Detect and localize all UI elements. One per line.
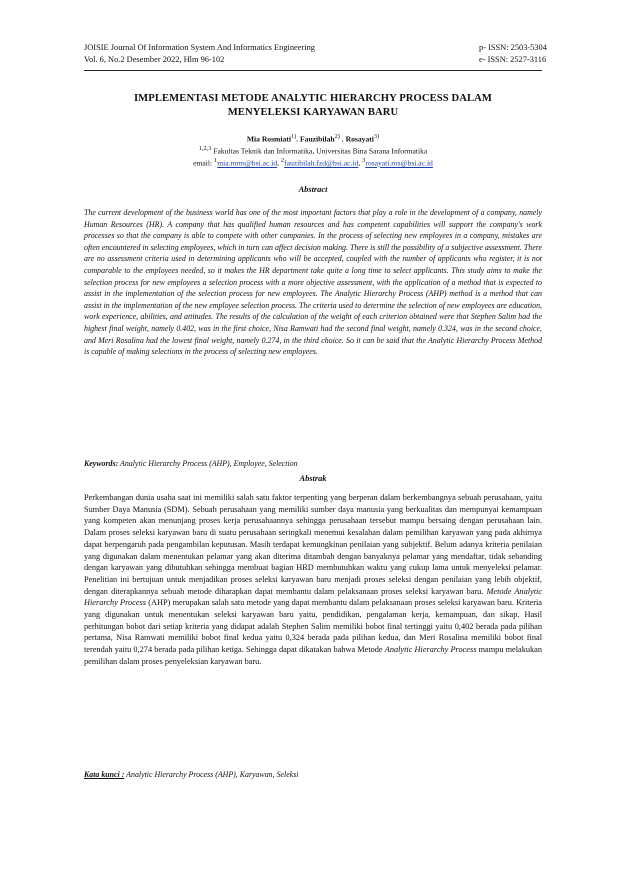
abstrak-text bbox=[84, 492, 542, 668]
email-3-link[interactable]: rosayati.ros@bsi.ac.id bbox=[365, 158, 433, 168]
email-label: email: bbox=[193, 158, 215, 168]
abstrak-part-1: Perkembangan dunia usaha saat ini memiliki salah satu faktor terpenting yang berperan dalam berkembangnya sebuah perusahaan, yaitu Sumber Daya Manusia (SDM). Sebuah perusahaan yang memiliki sumber daya manusia yang berkualitas dan mempunyai kemampuan yang kompeten akan menunjang proses kerja perusahaannya sehingga perusahaan tersebut mampu bersaing dengan perusahaan lain. Dalam proses seleksi karyawan baru di suatu perusahaan seringkali menemui kesalahan dalam pemilihan karyawan yang pada akhirnya dapat berpengaruh pada pengambilan keputusan. Masih terdapat kemungkinan penilaian yang subjektif. Belum adanya kriteria penilaian yang digunakan dalam menentukan pelamar yang akan diterima ditambah dengan banyaknya pelamar yang mendaftar, tidak sebanding dengan karyawan yang dibutuhkan sehingga membuat bagian HRD membutuhkan waktu yang cukup lama untuk menyeleksi pelamar. Penelitian ini bertujuan untuk menjadikan proses seleksi karyawan baru menjadi proses seleksi dengan penilaian yang lebih objektif, dengan diterapkannya sebuah metode diharapkan dapat membantu dalam pelaksanaan proses seleksi karyawan baru. bbox=[84, 493, 542, 596]
title-line-2: MENYELEKSI KARYAWAN BARU bbox=[227, 106, 399, 118]
keywords-text: Analytic Hierarchy Process (AHP), Employee, Selection bbox=[118, 459, 298, 468]
author-list bbox=[84, 131, 542, 145]
title-line-1: IMPLEMENTASI METODE ANALYTIC HIERARCHY PROCESS DALAM bbox=[133, 93, 493, 104]
email-sep: , bbox=[358, 158, 363, 168]
author-2: Fauzibilah bbox=[300, 134, 335, 144]
abstrak-method-2: Analytic Hierarchy Process bbox=[384, 645, 477, 655]
email-3-sup: 3 bbox=[362, 157, 366, 164]
author-3-sup: 3) bbox=[373, 133, 380, 140]
email-1-sup: 1 bbox=[214, 157, 218, 164]
email-line bbox=[84, 156, 542, 169]
abstrak-part-2: (AHP) merupakan salah satu metode yang dapat membantu dalam pelaksanaan proses seleksi karyawan baru. Kriteria yang digunakan untuk menentukan seleksi karyawan baru yaitu, pendidikan, pengalaman kerja, kemampuan, dan sikap. Hasil perhitungan bobot dari setiap kriteria yang didapat adalah Stephen Salim memiliki bobot final tertinggi yaitu 0,402 berada pada pilihan pertama, Nisa Ramwati memiliki bobot final kedua yaitu 0,324 berada pada pilihan kedua, dan Meri Rosalina memiliki bobot final terendah yaitu 0,274 berada pada pilihan ketiga. Sehingga dapat dikatakan bahwa Metode bbox=[84, 598, 542, 655]
affiliation-sup: 1,2,3 bbox=[198, 145, 212, 152]
kata-kunci-label: Kata kunci : bbox=[84, 770, 125, 779]
email-1-link[interactable]: mia.mrm@bsi.ac.id bbox=[217, 158, 278, 168]
author-sep: , bbox=[339, 134, 346, 144]
author-sep: , bbox=[296, 134, 301, 144]
affiliation-text: Fakultas Teknik dan Informatika, Universitas Bina Sarana Informatika bbox=[211, 146, 428, 156]
author-3: Rosayati bbox=[345, 134, 374, 144]
abstract-heading: Abstract bbox=[298, 185, 328, 194]
abstrak-part-3: mampu melakukan pemilihan dalam proses penyeleksian karyawan baru. bbox=[84, 645, 543, 666]
volume-info: Vol. 6, No.2 Desember 2022, Hlm 96-102 bbox=[84, 55, 225, 64]
kata-kunci-text: Analytic Hierarchy Process (AHP), Karyawan, Seleksi bbox=[124, 770, 299, 779]
abstract-text: The current development of the business world has one of the most important factors that play a role in the development of a company, namely Human Resources (HR). A company that has qualified human resources and has competent capabilities will support the company's work processes so that the company is able to compete with other companies. In the process of selecting new employees in a company, mistakes are often encountered in selecting employees, which in turn can affect decision making. There is still the possibility of a subjective assessment. There are no assessment criteria used in determining applicants who will be accepted, coupled with the number of applicants who register, it is not comparable to the employees needed, so it makes the HR department take quite a long time to select applicants. This study aims to make the selection process for new employees a selection process with a more objective assessment, with the application of a method that is expected to assist in the implementation of the selection process for new employees. The Analytic Hierarchy Process (AHP) method is a method that can assist in the implementation of the new employee selection process. The criteria used to determine the selection of new employees are education, work experience, abilities, and attitudes. The results of the calculation of the weight of each criterion obtained were that Stephen Salim had the highest final weight, namely 0.402, was in the first choice, Nisa Ramwati had the second final weight, namely 0.324, was in the second choice, and Meri Rosalina had the lowest final weight, namely 0.274, in the third choice. So it can be said that the Analytic Hierarchy Process Method is capable of making selections in the process of selecting new employees. bbox=[84, 208, 542, 357]
paper-title bbox=[84, 92, 542, 119]
journal-header bbox=[84, 42, 315, 66]
author-2-sup: 2) bbox=[334, 133, 340, 140]
p-issn: p- ISSN: 2503-5304 bbox=[479, 43, 547, 52]
email-2-link[interactable]: fauzibilah.fzd@bsi.ac.id bbox=[284, 158, 359, 168]
email-2-sup: 2 bbox=[280, 157, 285, 164]
e-issn: e- ISSN: 2527-3116 bbox=[479, 55, 547, 64]
keywords-label: Keywords: bbox=[84, 459, 119, 468]
author-1-sup: 1) bbox=[290, 133, 297, 140]
abstrak-heading: Abstrak bbox=[299, 474, 327, 483]
email-sep: , bbox=[277, 158, 281, 168]
kata-kunci bbox=[84, 770, 542, 779]
journal-name: JOISIE Journal Of Information System And Informatics Engineering bbox=[84, 43, 315, 52]
author-1: Mia Rosmiati bbox=[246, 134, 291, 144]
abstrak-method-1: Metode Analytic Hierarchy Process bbox=[84, 586, 542, 608]
keywords bbox=[84, 459, 542, 468]
header-divider bbox=[84, 70, 542, 71]
issn-block bbox=[479, 42, 547, 66]
